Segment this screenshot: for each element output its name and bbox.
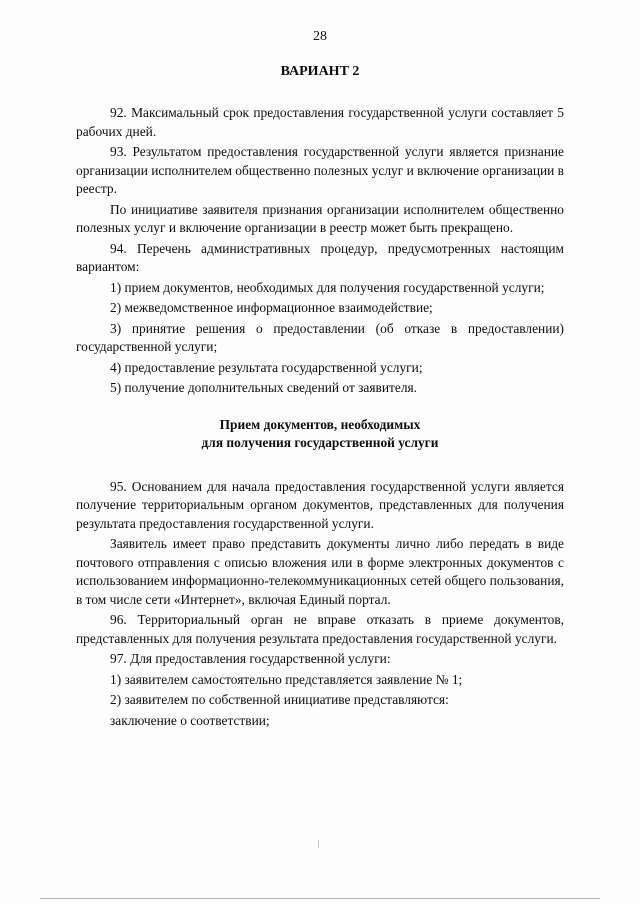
variant-title: ВАРИАНТ 2 <box>280 63 360 79</box>
section-title <box>76 416 564 453</box>
list-item-2: 2) межведомственное информационное взаимодействие; <box>110 300 433 315</box>
section-title-line-1: Прием документов, необходимых <box>219 416 421 432</box>
paragraph-95: 95. Основанием для начала предоставления государственной услуги является получение территориальным органом документов, представленных для получения результата предоставления государственной услуги. <box>76 478 564 531</box>
document-body <box>76 28 564 732</box>
paragraph-97-item-2: 2) заявителем по собственной инициативе представляются: <box>110 692 449 707</box>
list-item-1: 1) прием документов, необходимых для получения государственной услуги; <box>110 279 545 295</box>
paragraph-submission-methods: Заявитель имеет право представить документы лично либо передать в виде почтового отправления с описью вложения или в форме электронных документов с использованием информационно-телекоммуникационных сетей общего пользования, в том числе сети «Интернет», включая Единый портал. <box>76 536 564 607</box>
page-number: 28 <box>313 29 327 44</box>
paragraph-97: 97. Для предоставления государственной услуги: <box>110 651 391 666</box>
list-item-3: 3) принятие решения о предоставлении (об отказе в предоставлении) государственной услуги; <box>76 320 564 354</box>
paragraph-93: 93. Результатом предоставления государственной услуги является признание организации исполнителем общественно полезных услуг и включение организации в реестр. <box>76 144 564 196</box>
section-title-line-2: для получения государственной услуги <box>201 435 439 450</box>
paragraph-termination: По инициативе заявителя признания организации исполнителем общественно полезных услуг и включение организации в реестр может быть прекращено. <box>76 201 564 235</box>
paragraph-96: 96. Территориальный орган не вправе отказать в приеме документов, представленных для получения результата предоставления государственной услуги. <box>76 612 564 646</box>
scan-speck <box>318 840 319 848</box>
paragraph-97-conclusion: заключение о соответствии; <box>110 712 270 728</box>
list-item-4: 4) предоставление результата государственной услуги; <box>110 359 423 375</box>
page-bottom-edge <box>40 898 600 899</box>
paragraph-94: 94. Перечень административных процедур, предусмотренных настоящим вариантом: <box>76 240 564 274</box>
paragraph-97-item-1: 1) заявителем самостоятельно представляется заявление № 1; <box>110 671 463 687</box>
paragraph-92: 92. Максимальный срок предоставления государственной услуги составляет 5 рабочих дней. <box>76 105 564 139</box>
list-item-5: 5) получение дополнительных сведений от заявителя. <box>110 380 418 395</box>
